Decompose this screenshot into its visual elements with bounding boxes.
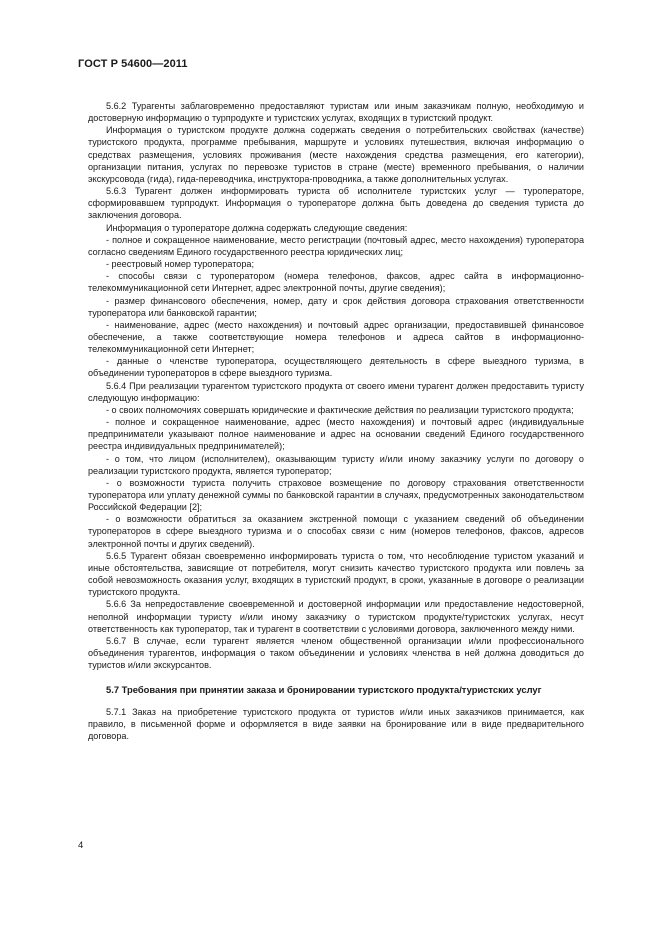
list-item-emergency-help: - о возможности обратиться за оказанием экстренной помощи с указанием сведений об объединении туроператоров в сфере выездного туризма и о способах связи с ним (номеров телефонов, факсов, адресов электронной почты и других сведений). [88, 514, 584, 549]
list-item-registry-number: - реестровый номер туроператора; [106, 259, 254, 270]
list-item-operator-name: - полное и сокращенное наименование, место регистрации (почтовый адрес, место нахождения) туроператора согласно сведениям Единого государственного реестра юридических лиц; [88, 234, 584, 257]
list-item-contact-methods: - способы связи с туроператором (номера телефонов, факсов, адрес сайта в информационно-телекоммуникационной сети Интернет, адрес электронной почты, другие сведения); [88, 271, 584, 294]
document-body [88, 100, 584, 742]
page-number: 4 [78, 840, 84, 851]
list-item-authority: - о своих полномочиях совершать юридические и фактические действия по реализации туристского продукта; [106, 404, 574, 415]
section-heading-5-7: 5.7 Требования при принятии заказа и бронировании туристского продукта/туристских услуг [106, 684, 542, 696]
list-item-guarantor-organization: - наименование, адрес (место нахождения) и почтовый адрес организации, предоставившей финансовое обеспечение, а также соответствующие номера телефонов и адреса сайтов в информационно-телекоммуникационной сети Интернет; [88, 319, 584, 355]
standard-header: ГОСТ Р 54600—2011 [78, 58, 188, 70]
list-item-membership: - данные о членстве туроператора, осуществляющего деятельность в сфере выездного туризма, в объединении туроператоров в сфере выездного туризма. [88, 356, 584, 379]
paragraph-5-6-7: 5.6.7 В случае, если турагент является членом общественной организации и/или профессионального объединения турагентов, информация о таком объединении и условиях членства в ней должна доводиться до туристов и/или экскурсантов. [88, 635, 584, 671]
list-item-insurance: - о возможности туриста получить страховое возмещение по договору страхования ответственности туроператора или уплату денежной суммы по банковской гарантии в случаях, предусмотренных законодательством Российской Федерации [2]; [88, 477, 584, 513]
paragraph-operator-info-intro: Информация о туроператоре должна содержать следующие сведения: [106, 222, 408, 233]
paragraph-5-6-3: 5.6.3 Турагент должен информировать туриста об исполнителе туристских услуг — туроператоре, сформировавшем турпродукт. Информация о туроператоре должна быть доведена до сведения туриста до заключения договора. [88, 186, 584, 221]
list-item-financial-security: - размер финансового обеспечения, номер, дату и срок действия договора страхования ответственности туроператора или банковской гарантии; [88, 295, 584, 318]
paragraph-5-6-6: 5.6.6 За непредоставление своевременной и достоверной информации или предоставление недостоверной, неполной информации туристу и/или иному заказчику о туристском продукте/туристских услугах, несут ответственность как туроператор, так и турагент в соответствии с условиями договора, заключенного между ними. [88, 599, 584, 634]
list-item-executor: - о том, что лицом (исполнителем), оказывающим туристу и/или иному заказчику услуги по договору о реализации туристского продукта, является туроператор; [88, 453, 584, 476]
paragraph-5-7-1: 5.7.1 Заказ на приобретение туристского продукта от туристов и/или иных заказчиков принимается, как правило, в письменной форме и оформляется в виде заявки на бронирование или в виде предварительного договора. [88, 706, 584, 742]
paragraph-5-6-5: 5.6.5 Турагент обязан своевременно информировать туриста о том, что несоблюдение туристом указаний и иные обстоятельства, зависящие от потребителя, могут снизить качество туристского продукта или повлечь за собой невозможность оказания услуг, входящих в туристский продукт, в сроки, указанные в договоре о реализации туристского продукта. [88, 550, 584, 598]
paragraph-product-info: Информация о туристском продукте должна содержать сведения о потребительских свойствах (качестве) туристского продукта, программе пребывания, маршруте и условиях путешествия, включая информацию о средствах размещения, условиях проживания (месте нахождения средства размещения, его категории), организации питания, услугах по перевозке туристов в стране (месте) временного пребывания, о наличии экскурсовода (гида), гида-переводчика, инструктора-проводника, а также дополнительных услугах. [88, 125, 584, 184]
paragraph-5-6-2: 5.6.2 Турагенты заблаговременно предоставляют туристам или иным заказчикам полную, необходимую и достоверную информацию о турпродукте и туристских услугах, входящих в туристский продукт. [88, 101, 584, 124]
list-item-agent-name-address: - полное и сокращенное наименование, адрес (место нахождения) и почтовый адрес (индивидуальные предприниматели указывают полное наименование и адрес на основании сведений Единого государственного реестра индивидуальных предпринимателей); [88, 417, 584, 452]
paragraph-5-6-4: 5.6.4 При реализации турагентом туристского продукта от своего имени турагент должен предоставить туристу следующую информацию: [88, 380, 584, 403]
